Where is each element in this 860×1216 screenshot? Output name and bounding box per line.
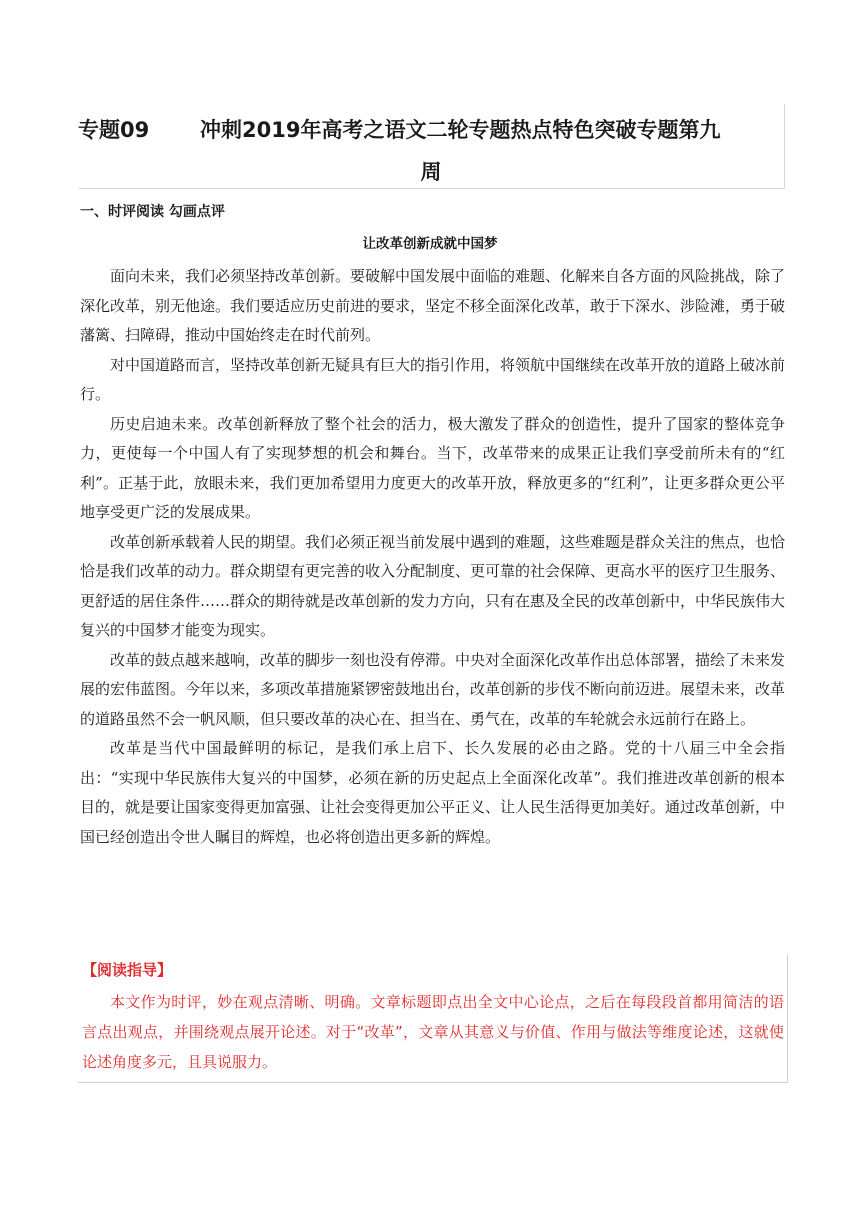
article-title: 让改革创新成就中国梦 (362, 236, 498, 252)
reading-guide-text: 本文作为时评，妙在观点清晰、明确。文章标题即点出全文中心论点，之后在每段段首都用简洁的语言点出观点，并围绕观点展开论述。对于“改革”，文章从其意义与价值、作用与做法等维度论述，这就使论述角度多元，且具说服力。 (82, 993, 784, 1071)
topic-number: 专题09 (78, 118, 150, 142)
reading-guide-box (78, 955, 788, 1083)
paragraph: 面向未来，我们必须坚持改革创新。要破解中国发展中面临的难题、化解来自各方面的风险挑战，除了深化改革，别无他途。我们要适应历史前进的要求，坚定不移全面深化改革，敢于下深水、涉险滩，勇于破藩篱、扫障碍，推动中国始终走在时代前列。 (80, 267, 786, 344)
title-box (78, 104, 785, 189)
paragraph: 改革是当代中国最鲜明的标记，是我们承上启下、长久发展的必由之路。党的十八届三中全会指出：“实现中华民族伟大复兴的中国梦，必须在新的历史起点上全面深化改革”。我们推进改革创新的根本目的，就是要让国家变得更加富强、让社会变得更加公平正义、让人民生活得更加美好。通过改革创新，中国已经创造出令世人瞩目的辉煌，也必将创造出更多新的辉煌。 (80, 739, 786, 846)
title-line-1 (78, 114, 784, 146)
paragraph: 历史启迪未来。改革创新释放了整个社会的活力，极大激发了群众的创造性，提升了国家的整体竞争力，更使每一个中国人有了实现梦想的机会和舞台。当下，改革带来的成果正让我们享受前所未有的“红利”。正基于此，放眼未来，我们更加希望用力度更大的改革开放，释放更多的“红利”，让更多群众更公平地享受更广泛的发展成果。 (80, 414, 785, 521)
article-body (80, 262, 785, 852)
paragraph: 改革的鼓点越来越响，改革的脚步一刻也没有停滞。中央对全面深化改革作出总体部署，描绘了未来发展的宏伟蓝图。今年以来，多项改革措施紧锣密鼓地出台，改革创新的步伐不断向前迈进。展望未来，改革的道路虽然不会一帆风顺，但只要改革的决心在、担当在、勇气在，改革的车轮就会永远前行在路上。 (80, 650, 786, 728)
paragraph: 对中国道路而言，坚持改革创新无疑具有巨大的指引作用，将领航中国继续在改革开放的道路上破冰前行。 (80, 355, 786, 403)
title-line-2: 周 (420, 160, 442, 184)
reading-guide-label: 【阅读指导】 (82, 961, 173, 979)
paragraph: 改革创新承载着人民的期望。我们必须正视当前发展中遇到的难题，这些难题是群众关注的焦点，也恰恰是我们改革的动力。群众期望有更完善的收入分配制度、更可靠的社会保障、更高水平的医疗卫生服务、更舒适的居住条件……群众的期待就是改革创新的发力方向，只有在惠及全民的改革创新中，中华民族伟大复兴的中国梦才能变为现实。 (80, 532, 786, 639)
title-main: 冲刺2019年高考之语文二轮专题热点特色突破专题第九 (200, 118, 721, 142)
section-heading: 一、时评阅读 勾画点评 (80, 204, 225, 220)
